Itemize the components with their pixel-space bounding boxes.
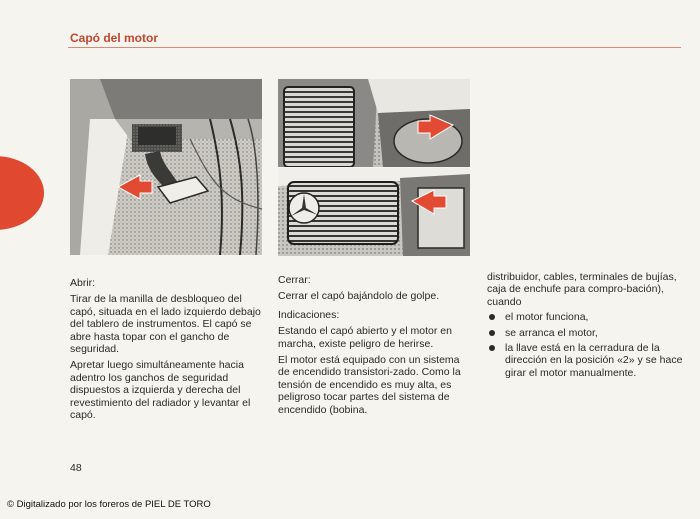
page-number: 48 — [70, 462, 82, 474]
grille-top-photo — [278, 79, 470, 167]
open-paragraph-2: Apretar luego simultáneamente hacia adentro los ganchos de seguridad dispuestos a izquierda y derecha del revestimiento del radiador y levantar el capó. — [70, 359, 251, 422]
bullet-icon — [489, 345, 495, 351]
grille-bottom-photo — [278, 168, 470, 256]
bullet-icon — [489, 330, 495, 336]
list-item: se arranca el motor, — [487, 327, 691, 339]
list-item: el motor funciona, — [487, 311, 691, 323]
list-item: la llave está en la cerradura de la dirección en la posición «2» y se hace girar el motor manualmente. — [487, 342, 691, 379]
indications-paragraph-1: Estando el capó abierto y el motor en marcha, existe peligro de herirse. — [278, 325, 452, 350]
bullet-icon — [489, 314, 495, 320]
indications-heading: Indicaciones: — [278, 308, 340, 321]
scan-credit: © Digitalizado por los foreros de PIEL DE TORO — [7, 499, 211, 510]
open-heading: Abrir: — [70, 277, 96, 289]
chapter-tab — [0, 156, 44, 230]
column-continued — [487, 271, 691, 382]
close-heading: Cerrar: — [278, 274, 311, 286]
column-open — [70, 277, 262, 421]
section-title: Capó del motor — [70, 31, 159, 45]
hood-release-photo — [70, 79, 262, 255]
open-paragraph-1: Tirar de la manilla de desbloqueo del capó, situada en el lado izquierdo debajo del tablero de instrumentos. El capó se abre hasta topar con el gancho de seguridad. — [70, 293, 261, 356]
column-close — [278, 274, 473, 416]
indications-paragraph-2: El motor está equipado con un sistema de encendido transistori-zado. Como la tensión de encendido es muy alta, es peligroso tocar partes del sistema de encendido (bobina. — [278, 354, 461, 416]
continued-paragraph: distribuidor, cables, terminales de bujías, caja de enchufe para compro-bación), cuando — [487, 271, 677, 308]
close-paragraph: Cerrar el capó bajándolo de golpe. — [278, 290, 440, 303]
condition-list — [487, 311, 691, 379]
title-divider — [68, 47, 681, 48]
